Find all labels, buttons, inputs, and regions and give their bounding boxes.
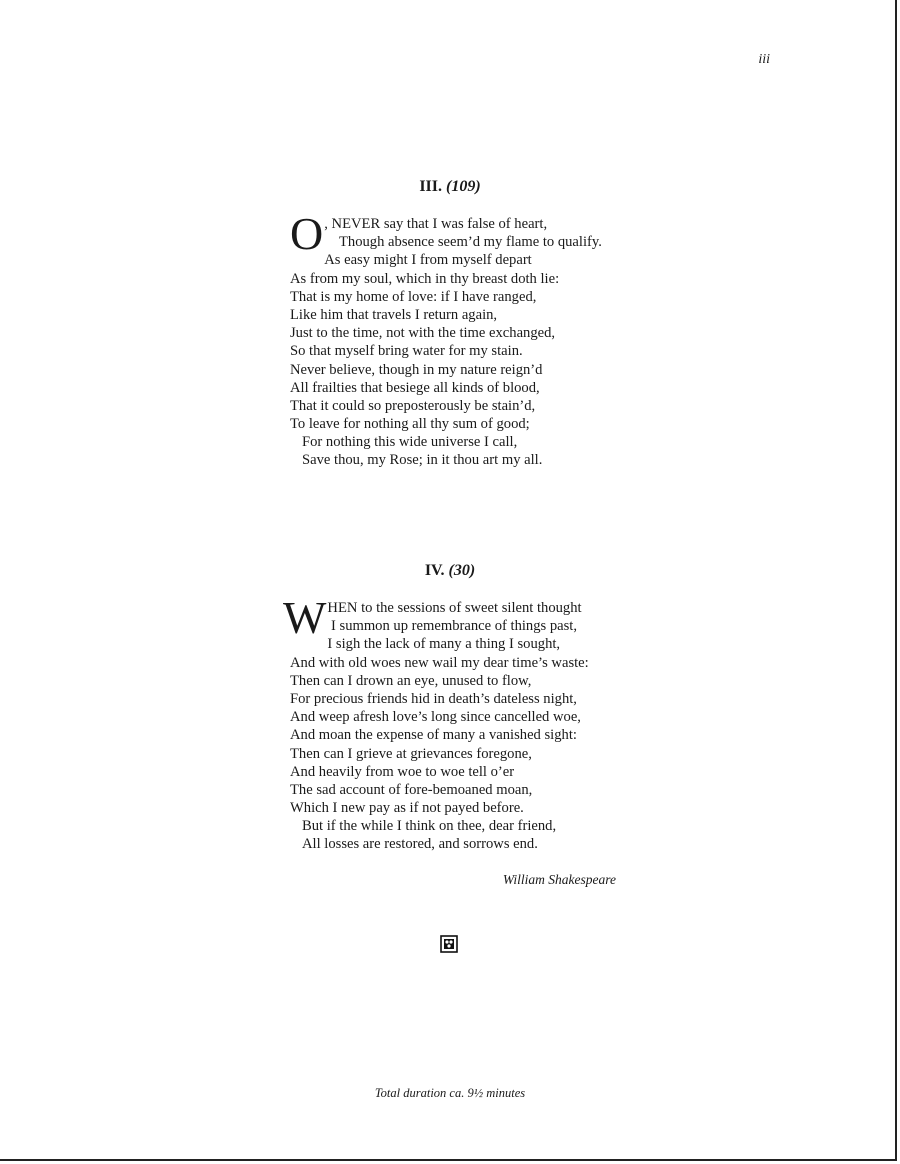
poem-3-line: Like him that travels I return again,	[290, 306, 498, 323]
poem-3-line: All frailties that besiege all kinds of blood,	[290, 379, 540, 396]
poem-4-couplet-line: But if the while I think on thee, dear friend,	[302, 818, 557, 835]
author-attribution: William Shakespeare	[502, 872, 616, 887]
poem-4-sonnet-number: (30)	[448, 562, 476, 579]
poem-4-line: And moan the expense of many a vanished sight:	[290, 727, 577, 744]
poem-3-line-2: Though absence seem’d my flame to qualify.	[339, 234, 602, 251]
poem-4-first-line: HEN to the sessions of sweet silent thought	[327, 600, 582, 616]
poem-4-text	[283, 592, 589, 854]
poem-3-heading	[0, 178, 900, 196]
poem-4-line: Then can I grieve at grievances foregone,	[290, 745, 532, 762]
poem-3-dropcap: O	[290, 208, 324, 259]
poem-4-dropcap: W	[283, 592, 327, 643]
poem-3-sonnet-number: (109)	[446, 178, 481, 195]
poem-4-line: For precious friends hid in death’s dateless night,	[290, 690, 577, 707]
poem-4-line: Which I new pay as if not payed before.	[290, 800, 524, 817]
poem-3-line: Just to the time, not with the time exchanged,	[290, 325, 556, 342]
poem-4-line: And with old woes new wail my dear time’s waste:	[290, 654, 589, 671]
poem-4-line: The sad account of fore-bemoaned moan,	[290, 781, 533, 798]
poem-4-line: And weep afresh love’s long since cancelled woe,	[290, 709, 581, 726]
poem-4-line: I sigh the lack of many a thing I sought,	[327, 636, 561, 653]
poem-4-line: And heavily from woe to woe tell o’er	[290, 763, 515, 780]
poem-3-line: As easy might I from myself depart	[324, 252, 532, 269]
poem-3-couplet-line: Save thou, my Rose; in it thou art my all.	[302, 452, 543, 469]
poem-3-couplet-line: For nothing this wide universe I call,	[302, 434, 518, 451]
fleuron-ornament-icon	[440, 935, 458, 953]
poem-3-line: That is my home of love: if I have ranged,	[290, 288, 537, 305]
poem-3-line: So that myself bring water for my stain.	[290, 343, 523, 360]
poem-3-title: III.	[419, 178, 443, 195]
poem-3-first-line: , NEVER say that I was false of heart,	[324, 216, 548, 232]
poem-4-line-2: I summon up remembrance of things past,	[331, 618, 578, 635]
poem-4-line: Then can I drown an eye, unused to flow,	[290, 672, 532, 689]
poem-4-heading	[0, 562, 900, 580]
poem-4-couplet-line: All losses are restored, and sorrows end.	[302, 836, 538, 853]
poem-3-line: That it could so preposterously be stain’d,	[290, 397, 536, 414]
poem-3-text	[290, 208, 602, 470]
poem-4-title: IV.	[424, 562, 445, 579]
poem-3-line: Never believe, though in my nature reign’d	[290, 361, 543, 378]
poem-3-line: As from my soul, which in thy breast doth lie:	[290, 270, 560, 287]
poem-3-line: To leave for nothing all thy sum of good;	[290, 416, 530, 433]
total-duration-note: Total duration ca. 9½ minutes	[374, 1086, 526, 1100]
page-number: iii	[758, 52, 770, 67]
